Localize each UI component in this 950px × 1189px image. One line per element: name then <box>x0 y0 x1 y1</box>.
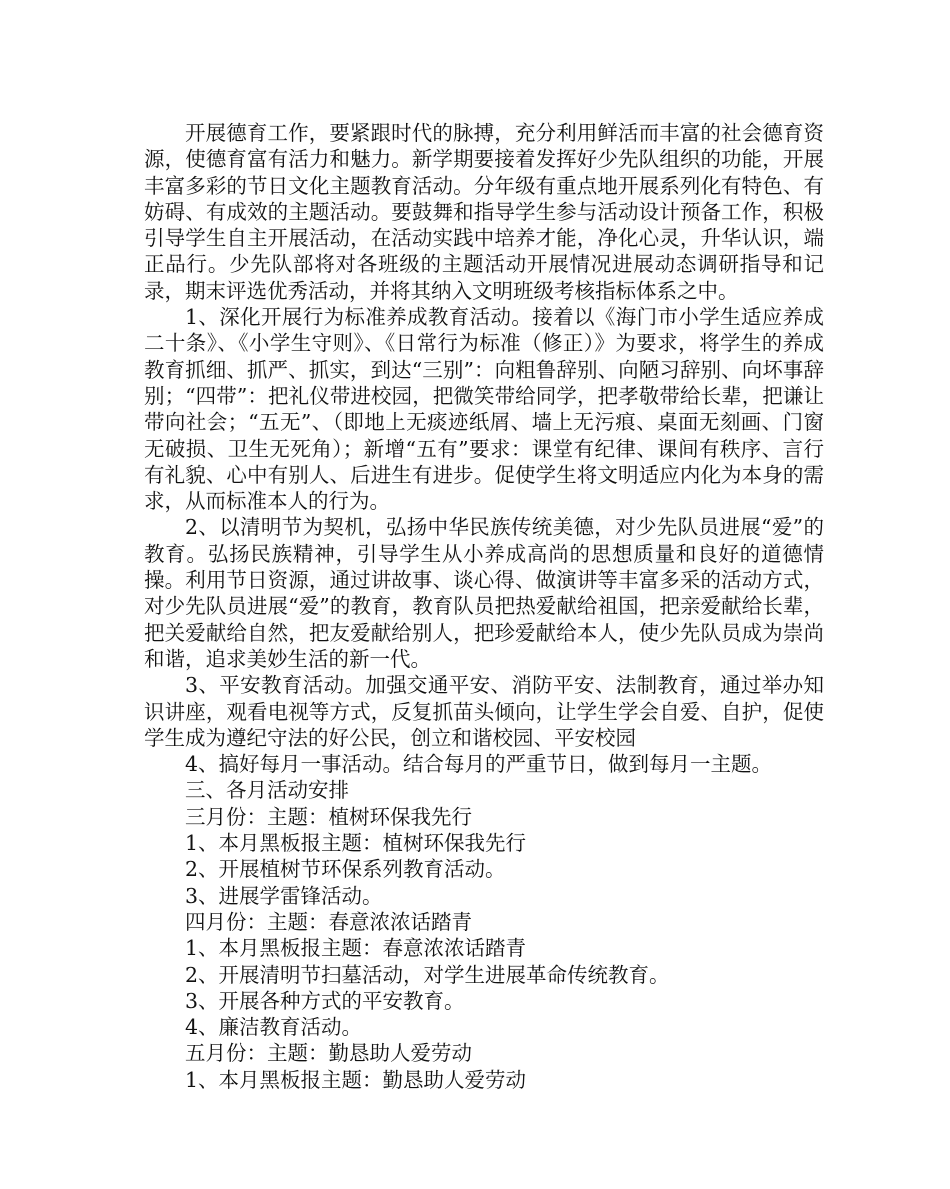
list-item: 3、进展学雷锋活动。 <box>185 883 383 908</box>
list-item: 4、廉洁教育活动。 <box>185 1015 363 1040</box>
section-heading-monthly-plan: 三、各月活动安排 <box>185 778 349 803</box>
list-item: 2、开展清明节扫墓活动，对学生进展革命传统教育。 <box>185 962 670 987</box>
list-item: 1、本月黑板报主题：春意浓浓话踏青 <box>185 936 527 961</box>
paragraph-behavior-education: 1、深化开展行为标准养成教育活动。接着以《海门市小学生适应养成二十条》、《小学生守则》、《日常行为标准（修正）》为要求，将学生的养成教育抓细、抓严、抓实，到达“三别”：向粗鲁辞别、向陋习辞别、向坏事辞别；“四带”：把礼仪带进校园，把微笑带给同学，把孝敬带给长辈，把谦让带向社会；“五无”、（即地上无痰迹纸屑、墙上无污痕、桌面无刻画、门窗无破损、卫生无死角）；新增“五有”要求：课堂有纪律、课间有秩序、言行有礼貌、心中有别人、后进生有进步。促使学生将文明适应内化为本身的需求，从而标准本人的行为。 <box>144 305 824 514</box>
list-item: 1、本月黑板报主题：植树环保我先行 <box>185 831 527 856</box>
paragraph-monthly-event: 4、搞好每月一事活动。结合每月的严重节日，做到每月一主题。 <box>185 752 773 777</box>
month-heading-march: 三月份：主题：植树环保我先行 <box>185 804 472 829</box>
paragraph-intro: 开展德育工作，要紧跟时代的脉搏，充分利用鲜活而丰富的社会德育资源，使德育富有活力和魅力。新学期要接着发挥好少先队组织的功能，开展丰富多彩的节日文化主题教育活动。分年级有重点地开展系列化有特色、有妨碍、有成效的主题活动。要鼓舞和指导学生参与活动设计预备工作，积极引导学生自主开展活动，在活动实践中培养才能，净化心灵，升华认识，端正品行。少先队部将对各班级的主题活动开展情况进展动态调研指导和记录，期末评选优秀活动，并将其纳入文明班级考核指标体系之中。 <box>144 121 824 303</box>
month-heading-april: 四月份：主题：春意浓浓话踏青 <box>185 909 472 934</box>
paragraph-qingming-love-education: 2、以清明节为契机，弘扬中华民族传统美德，对少先队员进展“爱”的教育。弘扬民族精神，引导学生从小养成高尚的思想质量和良好的道德情操。利用节日资源，通过讲故事、谈心得、做演讲等丰富多采的活动方式，对少先队员进展“爱”的教育，教育队员把热爱献给祖国，把亲爱献给长辈，把关爱献给自然，把友爱献给别人，把珍爱献给本人，使少先队员成为崇尚和谐，追求美妙生活的新一代。 <box>144 515 824 671</box>
month-heading-may: 五月份：主题：勤恳助人爱劳动 <box>185 1041 472 1066</box>
paragraph-safety-education: 3、平安教育活动。加强交通平安、消防平安、法制教育，通过举办知识讲座，观看电视等方式，反复抓苗头倾向，让学生学会自爱、自护，促使学生成为遵纪守法的好公民，创立和谐校园、平安校园 <box>144 673 824 750</box>
document-body <box>144 120 824 1093</box>
list-item: 1、本月黑板报主题：勤恳助人爱劳动 <box>185 1067 527 1092</box>
list-item: 3、开展各种方式的平安教育。 <box>185 988 465 1013</box>
list-item: 2、开展植树节环保系列教育活动。 <box>185 857 506 882</box>
